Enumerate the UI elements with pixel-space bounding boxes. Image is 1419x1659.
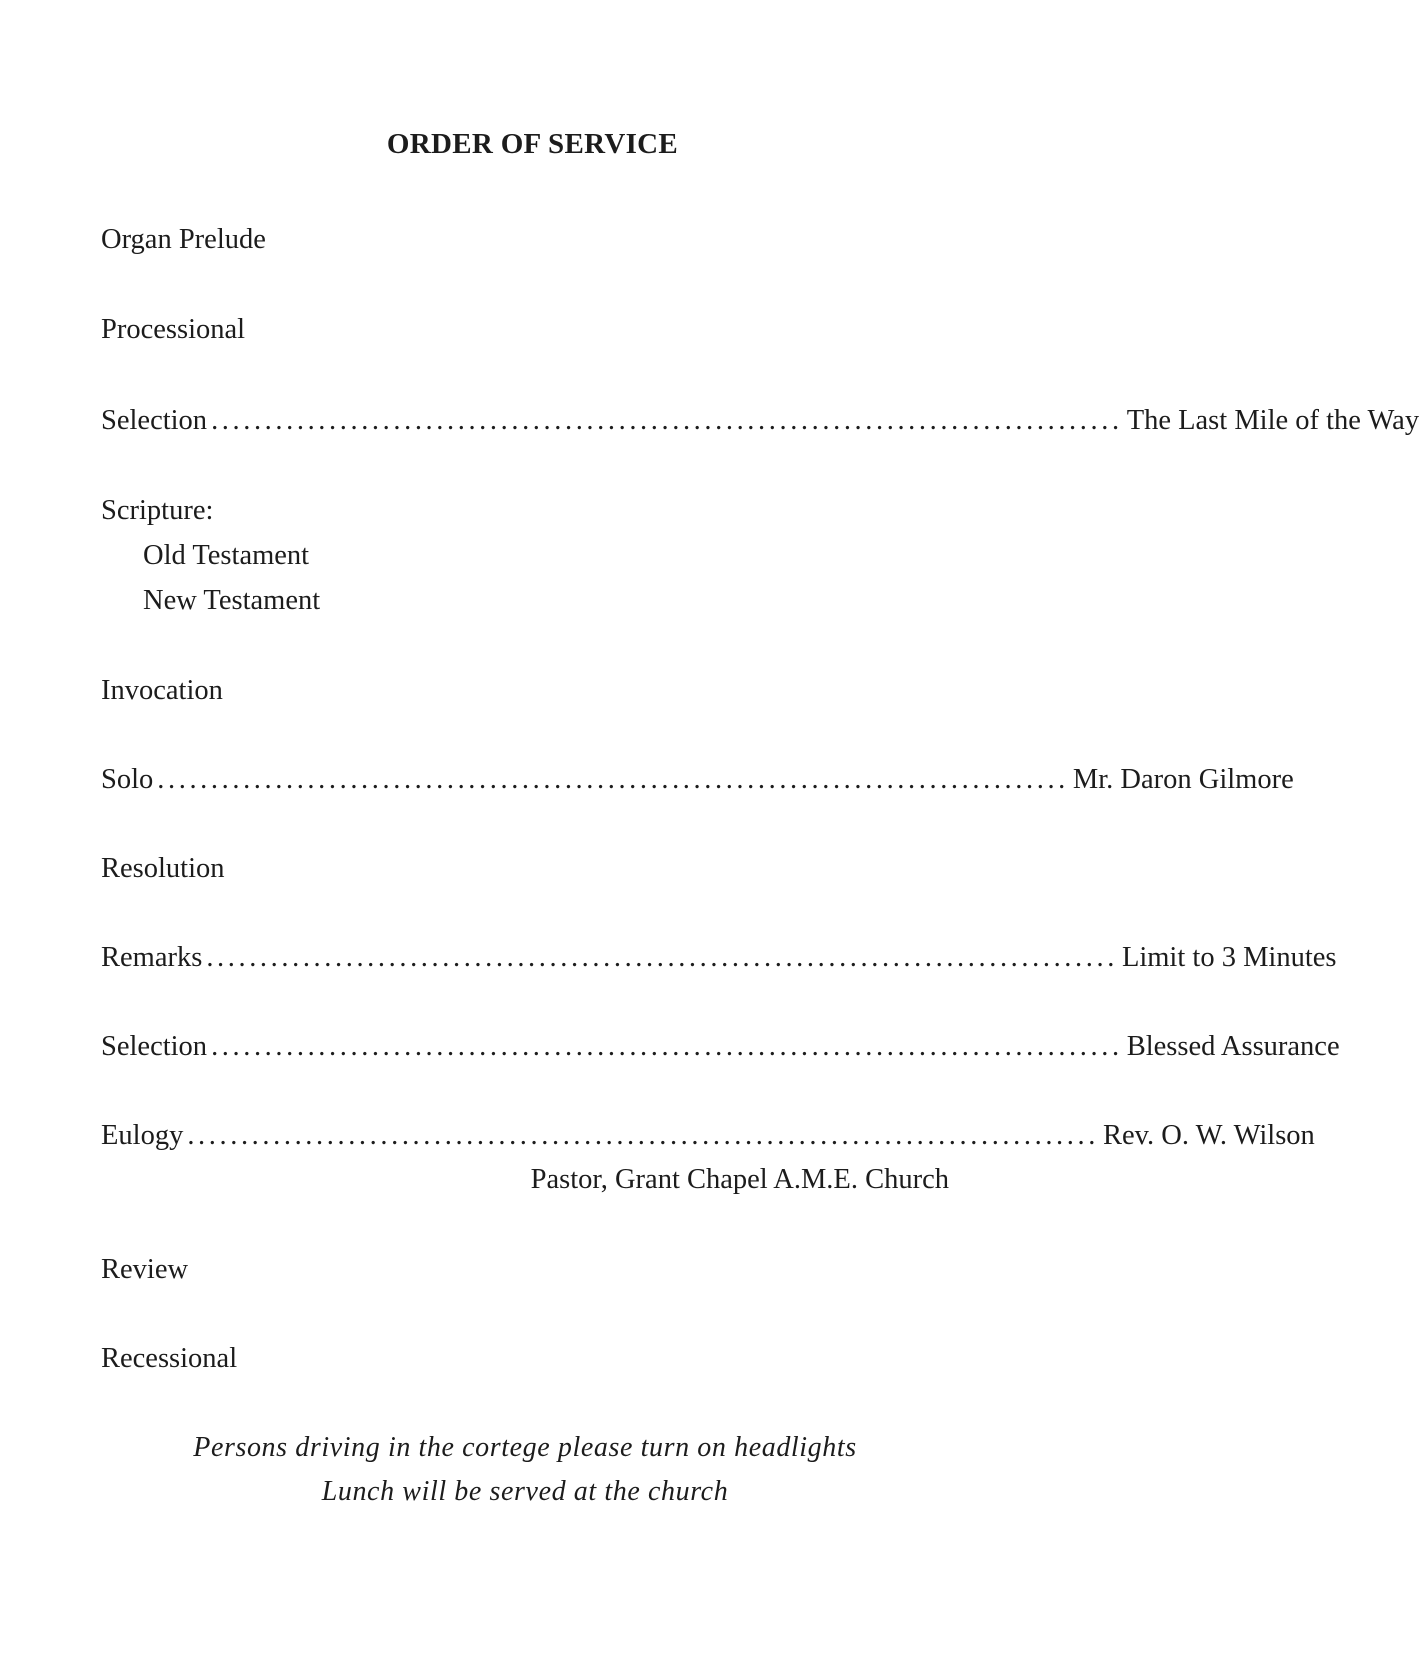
- item-value: Rev. O. W. Wilson: [1102, 1120, 1315, 1151]
- item-value: Mr. Daron Gilmore: [1072, 764, 1294, 795]
- item-label: Solo: [101, 764, 154, 795]
- item-label: Resolution: [101, 853, 225, 884]
- item-value: The Last Mile of the Way: [1126, 405, 1419, 436]
- item-selection-2: [101, 1029, 1340, 1065]
- item-label: Remarks: [101, 942, 203, 973]
- item-invocation: [101, 673, 949, 709]
- item-old-testament: [143, 538, 991, 574]
- dot-leader: .....................................................................................: [211, 1031, 1123, 1062]
- item-label: Eulogy: [101, 1120, 184, 1151]
- item-label: Review: [101, 1254, 189, 1285]
- item-selection-1: [101, 403, 1419, 439]
- note-lunch: Lunch will be served at the church: [321, 1476, 729, 1507]
- item-remarks: [101, 940, 1337, 976]
- item-new-testament: [143, 583, 991, 619]
- dot-leader: .....................................................................................: [211, 405, 1123, 436]
- item-scripture: [101, 493, 949, 529]
- item-label: Selection: [101, 405, 208, 436]
- eulogy-subtitle: Pastor, Grant Chapel A.M.E. Church: [530, 1164, 949, 1195]
- item-label: New Testament: [143, 585, 321, 616]
- item-resolution: [101, 851, 949, 887]
- item-processional: [101, 312, 949, 348]
- item-review: [101, 1252, 949, 1288]
- item-organ-prelude: [101, 222, 949, 258]
- page-title: ORDER OF SERVICE: [386, 128, 679, 160]
- item-label: Old Testament: [143, 540, 310, 571]
- item-value: Blessed Assurance: [1126, 1031, 1340, 1062]
- item-label: Selection: [101, 1031, 208, 1062]
- note-headlights: Persons driving in the cortege please turn on headlights: [193, 1432, 857, 1463]
- dot-leader: .....................................................................................: [206, 942, 1118, 973]
- item-value: Limit to 3 Minutes: [1121, 942, 1337, 973]
- dot-leader: .....................................................................................: [187, 1120, 1099, 1151]
- item-label: Recessional: [101, 1343, 238, 1374]
- item-label: Scripture:: [101, 495, 214, 526]
- item-label: Processional: [101, 314, 246, 345]
- item-eulogy: [101, 1118, 1315, 1154]
- item-recessional: [101, 1341, 949, 1377]
- dot-leader: .....................................................................................: [157, 764, 1069, 795]
- item-solo: [101, 762, 1294, 798]
- item-label: Organ Prelude: [101, 224, 266, 255]
- item-label: Invocation: [101, 675, 223, 706]
